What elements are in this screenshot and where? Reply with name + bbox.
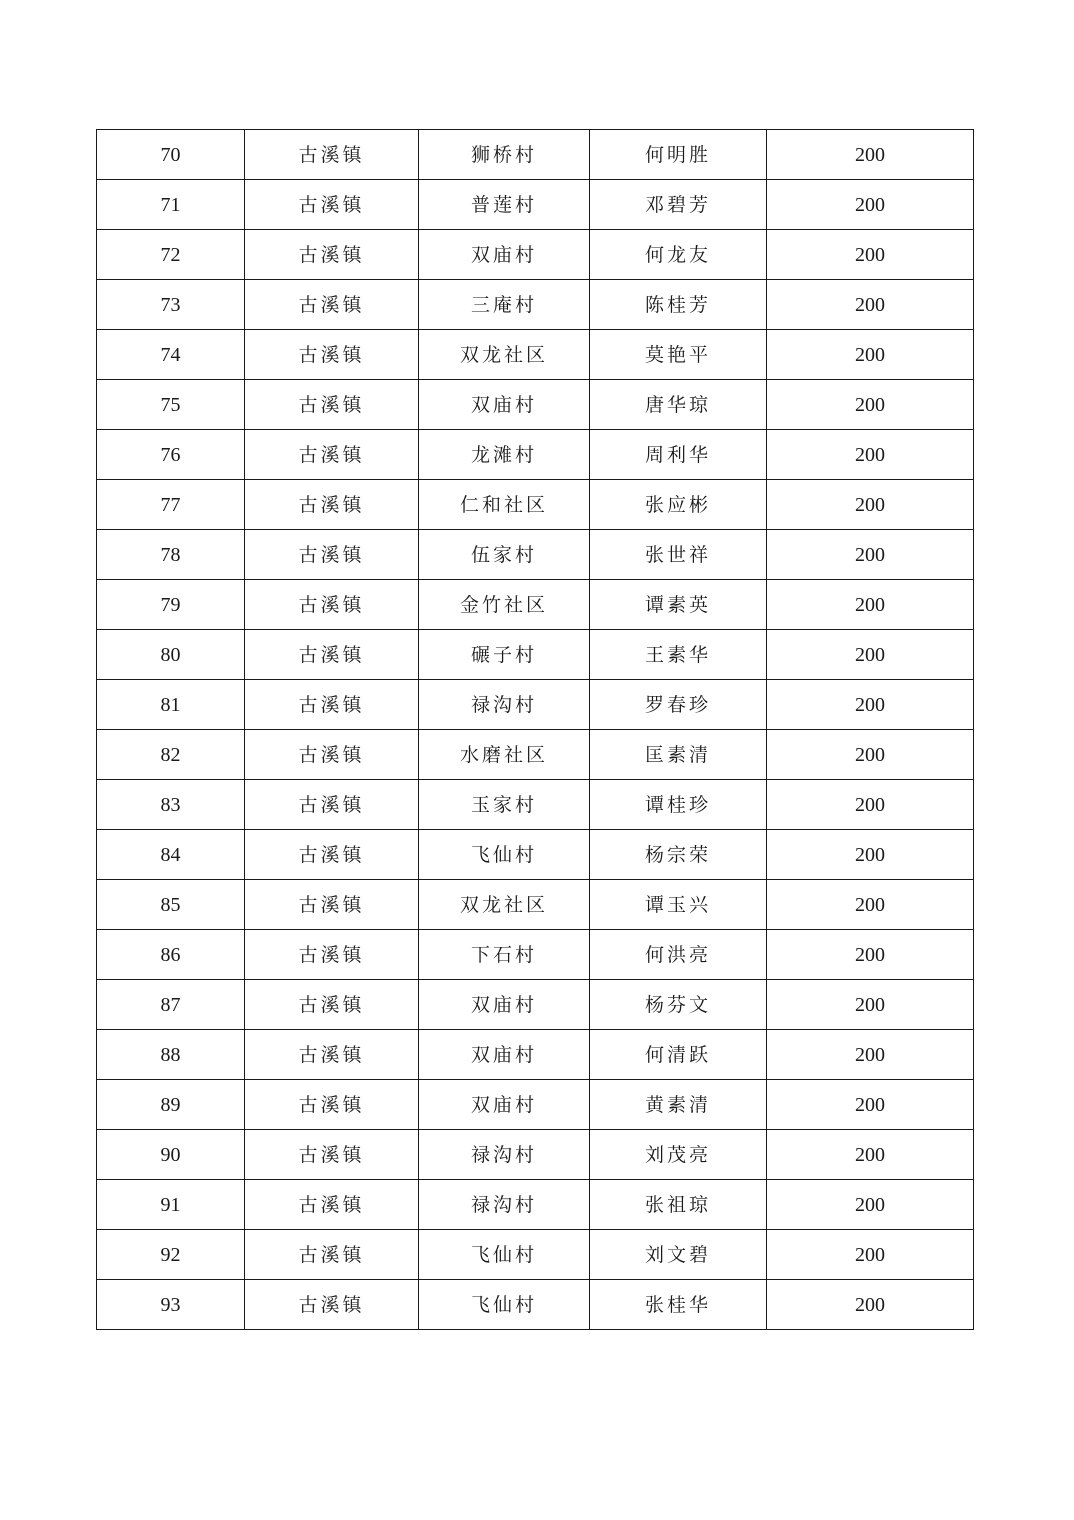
person-name-cell: 杨芬文 [590,980,767,1030]
table-row [97,830,974,880]
village-cell: 飞仙村 [419,1230,590,1280]
row-number-cell: 74 [97,330,245,380]
town-cell: 古溪镇 [245,380,419,430]
village-cell: 水磨社区 [419,730,590,780]
village-cell: 飞仙村 [419,1280,590,1330]
village-cell: 三庵村 [419,280,590,330]
town-cell: 古溪镇 [245,1280,419,1330]
row-number-cell: 90 [97,1130,245,1180]
person-name-cell: 唐华琼 [590,380,767,430]
village-cell: 禄沟村 [419,1130,590,1180]
town-cell: 古溪镇 [245,780,419,830]
table-row [97,480,974,530]
person-name-cell: 刘茂亮 [590,1130,767,1180]
person-name-cell: 匡素清 [590,730,767,780]
amount-cell: 200 [767,130,974,180]
village-cell: 双龙社区 [419,330,590,380]
row-number-cell: 75 [97,380,245,430]
table-row [97,230,974,280]
table-row [97,280,974,330]
town-cell: 古溪镇 [245,1030,419,1080]
person-name-cell: 杨宗荣 [590,830,767,880]
row-number-cell: 70 [97,130,245,180]
village-cell: 下石村 [419,930,590,980]
table-row [97,330,974,380]
row-number-cell: 78 [97,530,245,580]
town-cell: 古溪镇 [245,980,419,1030]
village-cell: 双庙村 [419,380,590,430]
village-cell: 禄沟村 [419,1180,590,1230]
amount-cell: 200 [767,1180,974,1230]
amount-cell: 200 [767,430,974,480]
table-row [97,130,974,180]
person-name-cell: 张应彬 [590,480,767,530]
person-name-cell: 邓碧芳 [590,180,767,230]
table-row [97,1130,974,1180]
amount-cell: 200 [767,830,974,880]
table-body [97,130,974,1330]
person-name-cell: 谭玉兴 [590,880,767,930]
village-cell: 飞仙村 [419,830,590,880]
person-name-cell: 何清跃 [590,1030,767,1080]
town-cell: 古溪镇 [245,1230,419,1280]
table-row [97,530,974,580]
village-cell: 双庙村 [419,1080,590,1130]
table-row [97,1030,974,1080]
town-cell: 古溪镇 [245,230,419,280]
person-name-cell: 黄素清 [590,1080,767,1130]
town-cell: 古溪镇 [245,680,419,730]
row-number-cell: 72 [97,230,245,280]
person-name-cell: 王素华 [590,630,767,680]
village-cell: 双庙村 [419,230,590,280]
town-cell: 古溪镇 [245,180,419,230]
village-cell: 双庙村 [419,980,590,1030]
amount-cell: 200 [767,680,974,730]
village-cell: 龙滩村 [419,430,590,480]
town-cell: 古溪镇 [245,730,419,780]
table-row [97,980,974,1030]
person-name-cell: 张桂华 [590,1280,767,1330]
village-cell: 伍家村 [419,530,590,580]
row-number-cell: 87 [97,980,245,1030]
town-cell: 古溪镇 [245,430,419,480]
row-number-cell: 71 [97,180,245,230]
beneficiary-table [96,129,974,1330]
table-row [97,1280,974,1330]
row-number-cell: 92 [97,1230,245,1280]
row-number-cell: 77 [97,480,245,530]
table-row [97,1230,974,1280]
row-number-cell: 86 [97,930,245,980]
town-cell: 古溪镇 [245,530,419,580]
row-number-cell: 81 [97,680,245,730]
town-cell: 古溪镇 [245,280,419,330]
village-cell: 禄沟村 [419,680,590,730]
table-row [97,880,974,930]
amount-cell: 200 [767,930,974,980]
amount-cell: 200 [767,630,974,680]
town-cell: 古溪镇 [245,130,419,180]
amount-cell: 200 [767,780,974,830]
amount-cell: 200 [767,880,974,930]
table-row [97,580,974,630]
table-row [97,1180,974,1230]
table-row [97,680,974,730]
table-row [97,1080,974,1130]
town-cell: 古溪镇 [245,330,419,380]
amount-cell: 200 [767,1230,974,1280]
person-name-cell: 张世祥 [590,530,767,580]
person-name-cell: 谭桂珍 [590,780,767,830]
amount-cell: 200 [767,980,974,1030]
town-cell: 古溪镇 [245,630,419,680]
town-cell: 古溪镇 [245,480,419,530]
village-cell: 金竹社区 [419,580,590,630]
person-name-cell: 罗春珍 [590,680,767,730]
table-row [97,780,974,830]
town-cell: 古溪镇 [245,1080,419,1130]
person-name-cell: 周利华 [590,430,767,480]
amount-cell: 200 [767,180,974,230]
row-number-cell: 91 [97,1180,245,1230]
amount-cell: 200 [767,1280,974,1330]
row-number-cell: 80 [97,630,245,680]
table-row [97,630,974,680]
amount-cell: 200 [767,330,974,380]
village-cell: 狮桥村 [419,130,590,180]
table-row [97,430,974,480]
village-cell: 双庙村 [419,1030,590,1080]
village-cell: 碾子村 [419,630,590,680]
amount-cell: 200 [767,480,974,530]
town-cell: 古溪镇 [245,830,419,880]
amount-cell: 200 [767,230,974,280]
table-row [97,930,974,980]
table-row [97,180,974,230]
person-name-cell: 刘文碧 [590,1230,767,1280]
town-cell: 古溪镇 [245,1130,419,1180]
amount-cell: 200 [767,580,974,630]
amount-cell: 200 [767,1030,974,1080]
amount-cell: 200 [767,280,974,330]
town-cell: 古溪镇 [245,880,419,930]
town-cell: 古溪镇 [245,930,419,980]
person-name-cell: 何洪亮 [590,930,767,980]
village-cell: 普莲村 [419,180,590,230]
town-cell: 古溪镇 [245,580,419,630]
row-number-cell: 83 [97,780,245,830]
row-number-cell: 93 [97,1280,245,1330]
amount-cell: 200 [767,1130,974,1180]
row-number-cell: 73 [97,280,245,330]
table-row [97,380,974,430]
village-cell: 仁和社区 [419,480,590,530]
person-name-cell: 莫艳平 [590,330,767,380]
row-number-cell: 82 [97,730,245,780]
amount-cell: 200 [767,1080,974,1130]
row-number-cell: 84 [97,830,245,880]
table-row [97,730,974,780]
town-cell: 古溪镇 [245,1180,419,1230]
amount-cell: 200 [767,730,974,780]
row-number-cell: 89 [97,1080,245,1130]
person-name-cell: 谭素英 [590,580,767,630]
row-number-cell: 76 [97,430,245,480]
person-name-cell: 张祖琼 [590,1180,767,1230]
village-cell: 玉家村 [419,780,590,830]
village-cell: 双龙社区 [419,880,590,930]
person-name-cell: 陈桂芳 [590,280,767,330]
row-number-cell: 85 [97,880,245,930]
row-number-cell: 88 [97,1030,245,1080]
amount-cell: 200 [767,380,974,430]
person-name-cell: 何龙友 [590,230,767,280]
person-name-cell: 何明胜 [590,130,767,180]
row-number-cell: 79 [97,580,245,630]
amount-cell: 200 [767,530,974,580]
